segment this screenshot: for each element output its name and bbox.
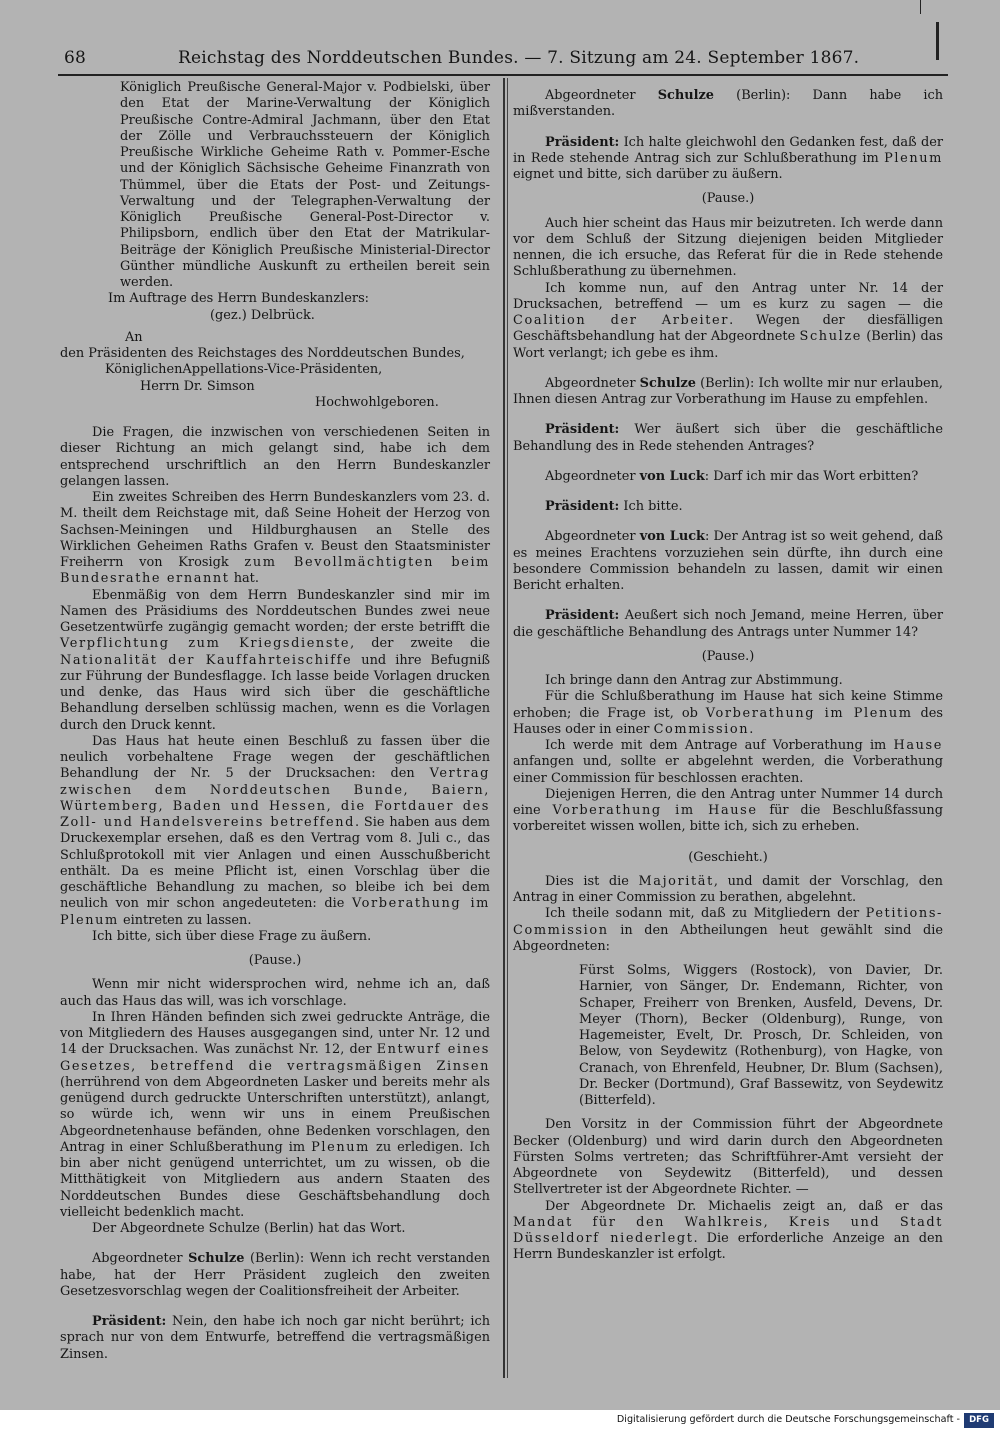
speech: Präsident: Ich bitte. xyxy=(545,499,683,514)
paragraph: Ebenmäßig von dem Herrn Bundeskanzler sind mir im Namen des Präsidiums des Norddeutschen Bundes zwei neue Gesetzentwürfe zugängig gemacht worden; der erste betrifft die Verpflichtung zum Kriegsdienste, der zweite die Nationalität der Kauffahrteischiffe und ihre Befugniß zur Führung der Bundesflagge. Ich lasse beide Vorlagen drucken und denke, das Haus wird sich über die geschäftliche Behandlung derselben schlüssig machen, wenn es die Vorlagen durch den Druck kennt. xyxy=(60,587,491,733)
speech: Abgeordneter Schulze (Berlin): Wenn ich recht verstanden habe, hat der Herr Präsident zugleich den zweiten Gesetzesvorschlag wegen der Coalitionsfreiheit der Arbeiter. xyxy=(60,1251,490,1299)
speech: Präsident: Wer äußert sich über die geschäftliche Behandlung des in Rede stehenden Antrages? xyxy=(513,422,943,454)
address-line: An xyxy=(125,329,143,345)
scan-mark xyxy=(920,0,921,14)
column-divider xyxy=(507,78,508,1378)
speech: Abgeordneter Schulze (Berlin): Dann habe ich mißverstanden. xyxy=(513,88,943,120)
paragraph: Ein zweites Schreiben des Herrn Bundeskanzlers vom 23. d. M. theilt dem Reichstage mit, daß Seine Hoheit der Herzog von Sachsen-Meiningen und Hildburghausen an Stelle des Wirklichen Geheimen Raths Grafen v. Beust den Staatsminister Freiherrn von Krosigk zum Bevollmächtigten beim Bundesrathe ernannt hat. xyxy=(60,490,490,587)
member-list: Fürst Solms, Wiggers (Rostock), von Davier, Dr. Harnier, von Sänger, Dr. Endemann, Richter, von Schaper, Freiherr von Brenken, Ausfeld, Devens, Dr. Meyer (Thorn), Becker (Oldenburg), Runge, von Hagemeister, Evelt, Dr. Prosch, Dr. Schleiden, von Below, von Seydewitz (Rothenburg), von Hagke, von Cranach, von Ehrenfeld, Heubner, Dr. Blum (Sachsen), Dr. Becker (Dortmund), Graf Bassewitz, von Seydewitz (Bitterfeld). xyxy=(579,963,943,1108)
running-head: Reichstag des Norddeutschen Bundes. — 7. Sitzung am 24. September 1867. xyxy=(178,48,860,68)
stage-direction: (Pause.) xyxy=(248,953,302,968)
funding-credit: Digitalisierung gefördert durch die Deutsche Forschungsgemeinschaft - xyxy=(616,1414,960,1425)
paragraph: Ich komme nun, auf den Antrag unter Nr. 14 der Drucksachen, betreffend — um es kurz zu sagen — die Coalition der Arbeiter. Wegen der diesfälligen Geschäftsbehandlung hat der Abgeordnete Schulze (Berlin) das Wort verlangt; ich gebe es ihm. xyxy=(513,280,944,361)
paragraph: In Ihren Händen befinden sich zwei gedruckte Anträge, die von Mitgliedern des Hauses ausgegangen sind, unter Nr. 12 und 14 der Drucksachen. Was zunächst Nr. 12, der Entwurf eines Gesetzes, betreffend die vertragsmäßigen Zinsen (herrührend von dem Abgeordneten Lasker und bereits mehr als genügend durch gedruckte Unterschriften unterstützt), anlangt, so würde ich, wenn wir uns in einem Preußischen Abgeordnetenhause befänden, ohne Bedenken vorschlagen, den Antrag in einer Schlußberathung im Plenum zu erledigen. Ich bin aber nicht genügend unterrichtet, um zu wissen, ob die Mitthätigkeit von Mitgliedern aus andern Staaten des Norddeutschen Bundes diese Geschäftsbehandlung doch vielleicht bedenklich macht. xyxy=(60,1009,491,1220)
paragraph: Im Auftrage des Herrn Bundeskanzlers: xyxy=(108,291,370,307)
paragraph: Ich theile sodann mit, daß zu Mitgliedern der Petitions-Commission in den Abtheilungen heut gewählt sind die Abgeordneten: xyxy=(513,906,943,954)
paragraph: Königlich Preußische General-Major v. Podbielski, über den Etat der Marine-Verwaltung der Königlich Preußische Contre-Admiral Jachmann, über den Etat der Zölle und Verbrauchssteuern der Königlich Preußische Wirkliche Geheime Rath v. Pommer-Esche und der Königlich Sächsische Geheime Finanzrath von Thümmel, über die Etats der Post- und Zeitungs-Verwaltung und der Telegraphen-Verwaltung der Königlich Preußische General-Post-Director v. Philipsborn, endlich über den Etat der Matrikular-Beiträge der Königlich Preußische Ministerial-Director Günther mündliche Auskunft zu ertheilen bereit sein werden. xyxy=(120,80,490,290)
stage-direction: (Pause.) xyxy=(701,191,755,207)
page-header xyxy=(60,48,940,74)
footer-bar xyxy=(0,1410,1000,1432)
speech: Abgeordneter von Luck: Darf ich mir das Wort erbitten? xyxy=(545,468,919,484)
paragraph: Für die Schlußberathung im Hause hat sich keine Stimme erhoben; die Frage ist, ob Vorberathung im Plenum des Hauses oder in einer Commission. xyxy=(513,689,944,737)
paragraph: Den Vorsitz in der Commission führt der Abgeordnete Becker (Oldenburg) und wird darin durch den Abgeordneten Fürsten Solms vertreten; das Schriftführer-Amt versieht der Abgeordnete von Seydewitz (Bitterfeld), und dessen Stellvertreter ist der Abgeordnete Richter. — xyxy=(513,1117,943,1198)
dfg-logo: DFG xyxy=(964,1413,994,1428)
address-line: Hochwohlgeboren. xyxy=(315,394,439,410)
paragraph: Der Abgeordnete Schulze (Berlin) hat das Wort. xyxy=(92,1221,406,1236)
scan-mark xyxy=(936,22,939,60)
address-line: den Präsidenten des Reichstages des Norddeutschen Bundes, xyxy=(60,346,465,361)
address-line: KöniglichenAppellations-Vice-Präsidenten, xyxy=(105,362,383,378)
paragraph: Wenn mir nicht widersprochen wird, nehme ich an, daß auch das Haus das will, was ich vorschlage. xyxy=(60,977,490,1009)
stage-direction: (Pause.) xyxy=(701,648,755,664)
paragraph: Ich bitte, sich über diese Frage zu äußern. xyxy=(92,928,372,944)
header-rule xyxy=(58,74,948,76)
paragraph: Ich bringe dann den Antrag zur Abstimmung. xyxy=(545,673,843,688)
paragraph: Ich werde mit dem Antrage auf Vorberathung im Hause anfangen und, sollte er abgelehnt werden, die Vorberathung einer Commission für beschlossen erachten. xyxy=(513,738,943,786)
signature: (gez.) Delbrück. xyxy=(210,307,315,323)
speech: Abgeordneter Schulze (Berlin): Ich wollte mir nur erlauben, Ihnen diesen Antrag zur Vorberathung im Hause zu empfehlen. xyxy=(513,375,943,407)
speech: Abgeordneter von Luck: Der Antrag ist so weit gehend, daß es meines Erachtens vorzuziehen sein dürfte, ihn durch eine besondere Commission behandeln zu lassen, damit wir einen Bericht erhalten. xyxy=(513,529,943,593)
stage-direction: (Geschieht.) xyxy=(688,849,768,865)
speech: Präsident: Aeußert sich noch Jemand, meine Herren, über die geschäftliche Behandlung des Antrags unter Nummer 14? xyxy=(513,608,943,640)
column-divider xyxy=(503,78,505,1378)
paragraph: Die Fragen, die inzwischen von verschiedenen Seiten in dieser Richtung an mich gelangt sind, habe ich dem entsprechend urschriftlich an den Herrn Bundeskanzler gelangen lassen. xyxy=(60,425,490,489)
right-column xyxy=(513,80,943,1264)
left-column xyxy=(60,80,490,1363)
paragraph: Diejenigen Herren, die den Antrag unter Nummer 14 durch eine Vorberathung im Hause für die Beschlußfassung vorbereitet wissen wollen, bitte ich, sich zu erheben. xyxy=(513,786,943,835)
paragraph: Auch hier scheint das Haus mir beizutreten. Ich werde dann vor dem Schluß der Sitzung diejenigen beiden Mitglieder nennen, die ich ersuche, das Referat für die in Rede stehende Schlußberathung zu übernehmen. xyxy=(513,215,943,280)
paragraph: Das Haus hat heute einen Beschluß zu fassen über die neulich vorbehaltene Frage wegen der geschäftlichen Behandlung der Nr. 5 der Drucksachen: den Vertrag zwischen dem Norddeutschen Bunde, Baiern, Würtemberg, Baden und Hessen, die Fortdauer des Zoll- und Handelsvereins betreffend. Sie haben aus dem Druckexemplar ersehen, daß es den Vertrag vom 8. Juli c., das Schlußprotokoll mit vier Anlagen und einen Ausschußbericht enthält. Da es meine Pflicht ist, einen Vorschlag über die geschäftliche Behandlung zu machen, so bleibe ich bei dem neulich von mir schon angedeuteten: die Vorberathung im Plenum eintreten zu lassen. xyxy=(60,733,490,928)
paragraph: Dies ist die Majorität, und damit der Vorschlag, den Antrag in einer Commission zu berathen, abgelehnt. xyxy=(513,873,943,905)
address-line: Herrn Dr. Simson xyxy=(140,378,255,394)
speech: Präsident: Ich halte gleichwohl den Gedanken fest, daß der in Rede stehende Antrag sich zur Schlußberathung im Plenum eignet und bitte, sich darüber zu äußern. xyxy=(513,134,943,182)
page-number: 68 xyxy=(64,48,87,68)
speech: Präsident: Nein, den habe ich noch gar nicht berührt; ich sprach nur von dem Entwurfe, betreffend die vertragsmäßigen Zinsen. xyxy=(60,1314,490,1362)
paragraph: Der Abgeordnete Dr. Michaelis zeigt an, daß er das Mandat für den Wahlkreis, Kreis und Stadt Düsseldorf niederlegt. Die erforderliche Anzeige an den Herrn Bundeskanzler ist erfolgt. xyxy=(513,1198,943,1263)
